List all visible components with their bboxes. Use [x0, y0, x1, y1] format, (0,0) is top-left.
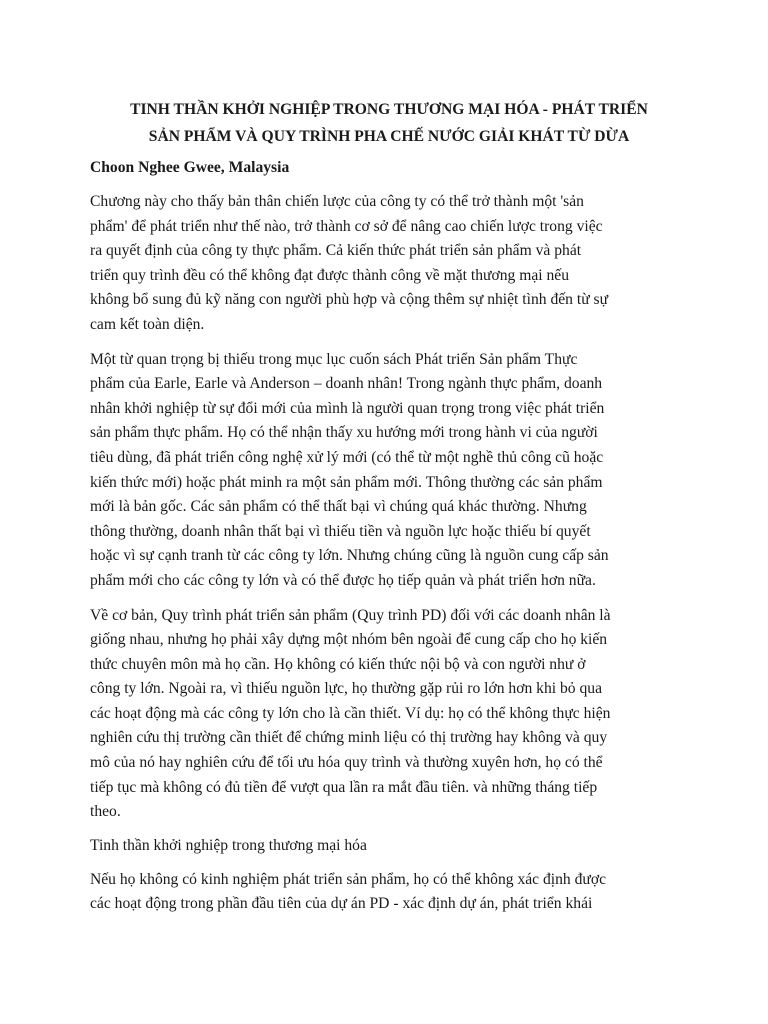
- paragraph-1: [90, 190, 688, 338]
- text-line: phẩm của Earle, Earle và Anderson – doanh nhân! Trong ngành thực phẩm, doanh: [90, 375, 603, 393]
- text-line: công ty lớn. Ngoài ra, vì thiếu nguồn lực, họ thường gặp rủi ro lớn hơn khi bỏ qua: [90, 680, 602, 698]
- text-line: mới là bản gốc. Các sản phẩm có thể thất bại vì chúng quá khác thường. Nhưng: [90, 498, 587, 516]
- text-line: kiến thức mới) hoặc phát minh ra một sản phẩm mới. Thông thường các sản phẩm: [90, 473, 603, 491]
- text-line: cam kết toàn diện.: [90, 315, 205, 333]
- text-line: triển quy trình đều có thể không đạt được thành công về mặt thương mại nếu: [90, 266, 570, 284]
- text-line: nhân khởi nghiệp từ sự đổi mới của mình là người quan trọng trong việc phát triển: [90, 399, 605, 417]
- text-line: giống nhau, nhưng họ phải xây dựng một nhóm bên ngoài để cung cấp cho họ kiến: [90, 631, 608, 649]
- text-line: mô của nó hay nghiên cứu để tối ưu hóa quy trình và thường xuyên hơn, họ có thể: [90, 754, 603, 772]
- text-line: hoặc vì sự cạnh tranh từ các công ty lớn. Nhưng chúng cũng là nguồn cung cấp sản: [90, 547, 609, 565]
- title-line: TINH THẦN KHỞI NGHIỆP TRONG THƯƠNG MẠI HÓA - PHÁT TRIỂN: [130, 101, 648, 118]
- text-line: Nếu họ không có kinh nghiệm phát triển sản phẩm, họ có thể không xác định được: [90, 870, 607, 888]
- title-line: SẢN PHẨM VÀ QUY TRÌNH PHA CHẾ NƯỚC GIẢI KHÁT TỪ DỪA: [148, 128, 630, 145]
- text-line: thông thường, doanh nhân thất bại vì thiếu tiền và nguồn lực hoặc thiếu bí quyết: [90, 522, 591, 540]
- text-line: sản phẩm thực phẩm. Họ có thể nhận thấy xu hướng mới trong hành vi của người: [90, 424, 598, 442]
- text-line: nghiên cứu thị trường cần thiết để chứng minh liệu có thị trường hay không và quy: [90, 729, 608, 747]
- text-line: không bổ sung đủ kỹ năng con người phù hợp và cộng thêm sự nhiệt tình đến từ sự: [90, 291, 609, 309]
- paragraph-4: [90, 868, 688, 917]
- text-line: phẩm' để phát triển như thế nào, trở thành cơ sở để nâng cao chiến lược trong việc: [90, 217, 603, 235]
- paragraph-3: [90, 604, 688, 825]
- text-line: Một từ quan trọng bị thiếu trong mục lục cuốn sách Phát triển Sản phẩm Thực: [90, 350, 578, 368]
- text-line: các hoạt động trong phần đầu tiên của dự án PD - xác định dự án, phát triển khái: [90, 895, 593, 913]
- document-page: [90, 96, 688, 917]
- text-line: thức chuyên môn mà họ cần. Họ không có kiến thức nội bộ và con người như ở: [90, 655, 586, 673]
- text-line: tiêu dùng, đã phát triển công nghệ xử lý mới (có thể từ một nghề thủ công cũ hoặc: [90, 448, 604, 466]
- text-line: ra quyết định của công ty thực phẩm. Cả kiến thức phát triển sản phẩm và phát: [90, 242, 582, 260]
- author-line: Choon Nghee Gwee, Malaysia: [90, 159, 290, 176]
- text-line: Về cơ bản, Quy trình phát triển sản phẩm (Quy trình PD) đối với các doanh nhân là: [90, 606, 611, 624]
- section-heading: Tinh thần khởi nghiệp trong thương mại hóa: [90, 836, 367, 854]
- text-line: theo.: [90, 803, 121, 821]
- paragraph-2: [90, 348, 688, 594]
- text-line: tiếp tục mà không có đủ tiền để vượt qua lần ra mắt đầu tiên. và những tháng tiếp: [90, 778, 598, 796]
- document-title: [90, 96, 688, 150]
- text-line: phẩm mới cho các công ty lớn và có thể được họ tiếp quản và phát triển hơn nữa.: [90, 571, 596, 589]
- text-line: các hoạt động mà các công ty lớn cho là cần thiết. Ví dụ: họ có thể không thực hiện: [90, 704, 611, 722]
- text-line: Chương này cho thấy bản thân chiến lược của công ty có thể trở thành một 'sản: [90, 193, 584, 210]
